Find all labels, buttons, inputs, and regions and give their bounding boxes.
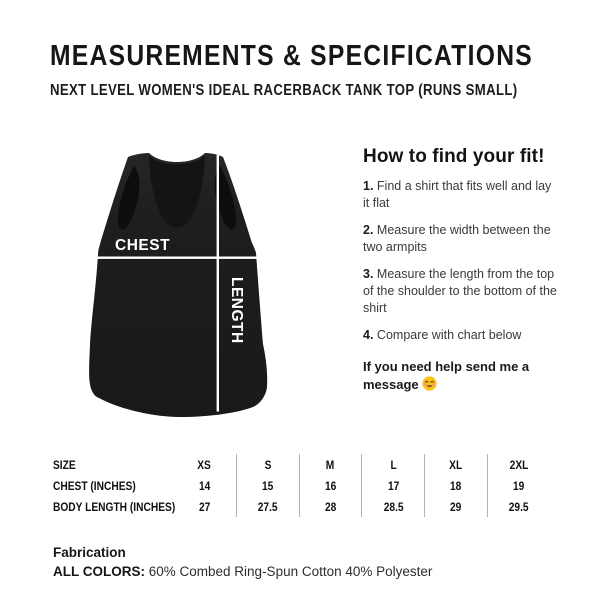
chest-s: 15 [236, 475, 299, 496]
page-subtitle-text: NEXT LEVEL WOMEN'S IDEAL RACERBACK TANK TOP (RUNS SMALL) [50, 82, 518, 99]
smiling-face-emoji-icon [422, 376, 437, 391]
length-measure-line [217, 155, 219, 412]
body-length-xs: 27 [198, 499, 211, 514]
size-2xl: 2XL [487, 454, 550, 475]
fit-step-4 [363, 327, 557, 344]
fit-step-1-text: Find a shirt that fits well and lay it flat [363, 179, 552, 210]
help-note [363, 358, 557, 394]
chest-l: 17 [361, 475, 424, 496]
chest-row-header: CHEST (INCHES) [53, 478, 136, 493]
fit-step-1-number: 1. [363, 179, 374, 193]
chest-2xl: 19 [487, 475, 550, 496]
length-label: LENGTH [228, 277, 245, 344]
size-chart-row-header: SIZE [53, 457, 76, 472]
fabrication-text: 60% Combed Ring-Spun Cotton 40% Polyester [145, 564, 433, 579]
page-title [50, 40, 600, 73]
help-note-text: If you need help send me a message [363, 359, 530, 392]
header [50, 40, 600, 100]
fabrication-section [53, 543, 432, 581]
chest-label: CHEST [115, 237, 171, 254]
body-length-m: 28 [299, 496, 362, 517]
size-xl: XL [424, 454, 487, 475]
fabrication-heading: Fabrication [53, 545, 126, 560]
fit-step-3-number: 3. [363, 267, 374, 281]
size-m: M [299, 454, 362, 475]
fit-step-2-number: 2. [363, 223, 374, 237]
fabrication-label: ALL COLORS: [53, 564, 145, 579]
chest-measure-line [97, 257, 257, 259]
fit-step-4-text: Compare with chart below [376, 328, 522, 342]
tank-top-diagram [60, 140, 350, 440]
fabrication-detail [53, 562, 432, 581]
page-subtitle [50, 82, 600, 100]
size-l: L [361, 454, 424, 475]
fit-guide [363, 146, 557, 394]
size-s: S [236, 454, 299, 475]
size-xs: XS [197, 457, 212, 472]
fit-guide-heading: How to find your fit! [363, 146, 545, 167]
body-length-xl: 29 [424, 496, 487, 517]
fit-step-3 [363, 266, 557, 317]
fit-step-1 [363, 178, 557, 212]
fit-step-3-text: Measure the length from the top of the shoulder to the bottom of the shirt [363, 267, 557, 315]
page-title-text: MEASUREMENTS & SPECIFICATIONS [50, 40, 533, 72]
fit-step-4-number: 4. [363, 328, 374, 342]
size-chart-table [53, 454, 550, 517]
body-length-row-header: BODY LENGTH (INCHES) [53, 499, 176, 514]
body-length-l: 28.5 [361, 496, 424, 517]
body-length-s: 27.5 [236, 496, 299, 517]
fit-step-2-text: Measure the width between the two armpits [363, 223, 551, 254]
fit-step-2 [363, 222, 557, 256]
body-length-2xl: 29.5 [487, 496, 550, 517]
chest-xs: 14 [198, 478, 211, 493]
chest-xl: 18 [424, 475, 487, 496]
chest-m: 16 [299, 475, 362, 496]
